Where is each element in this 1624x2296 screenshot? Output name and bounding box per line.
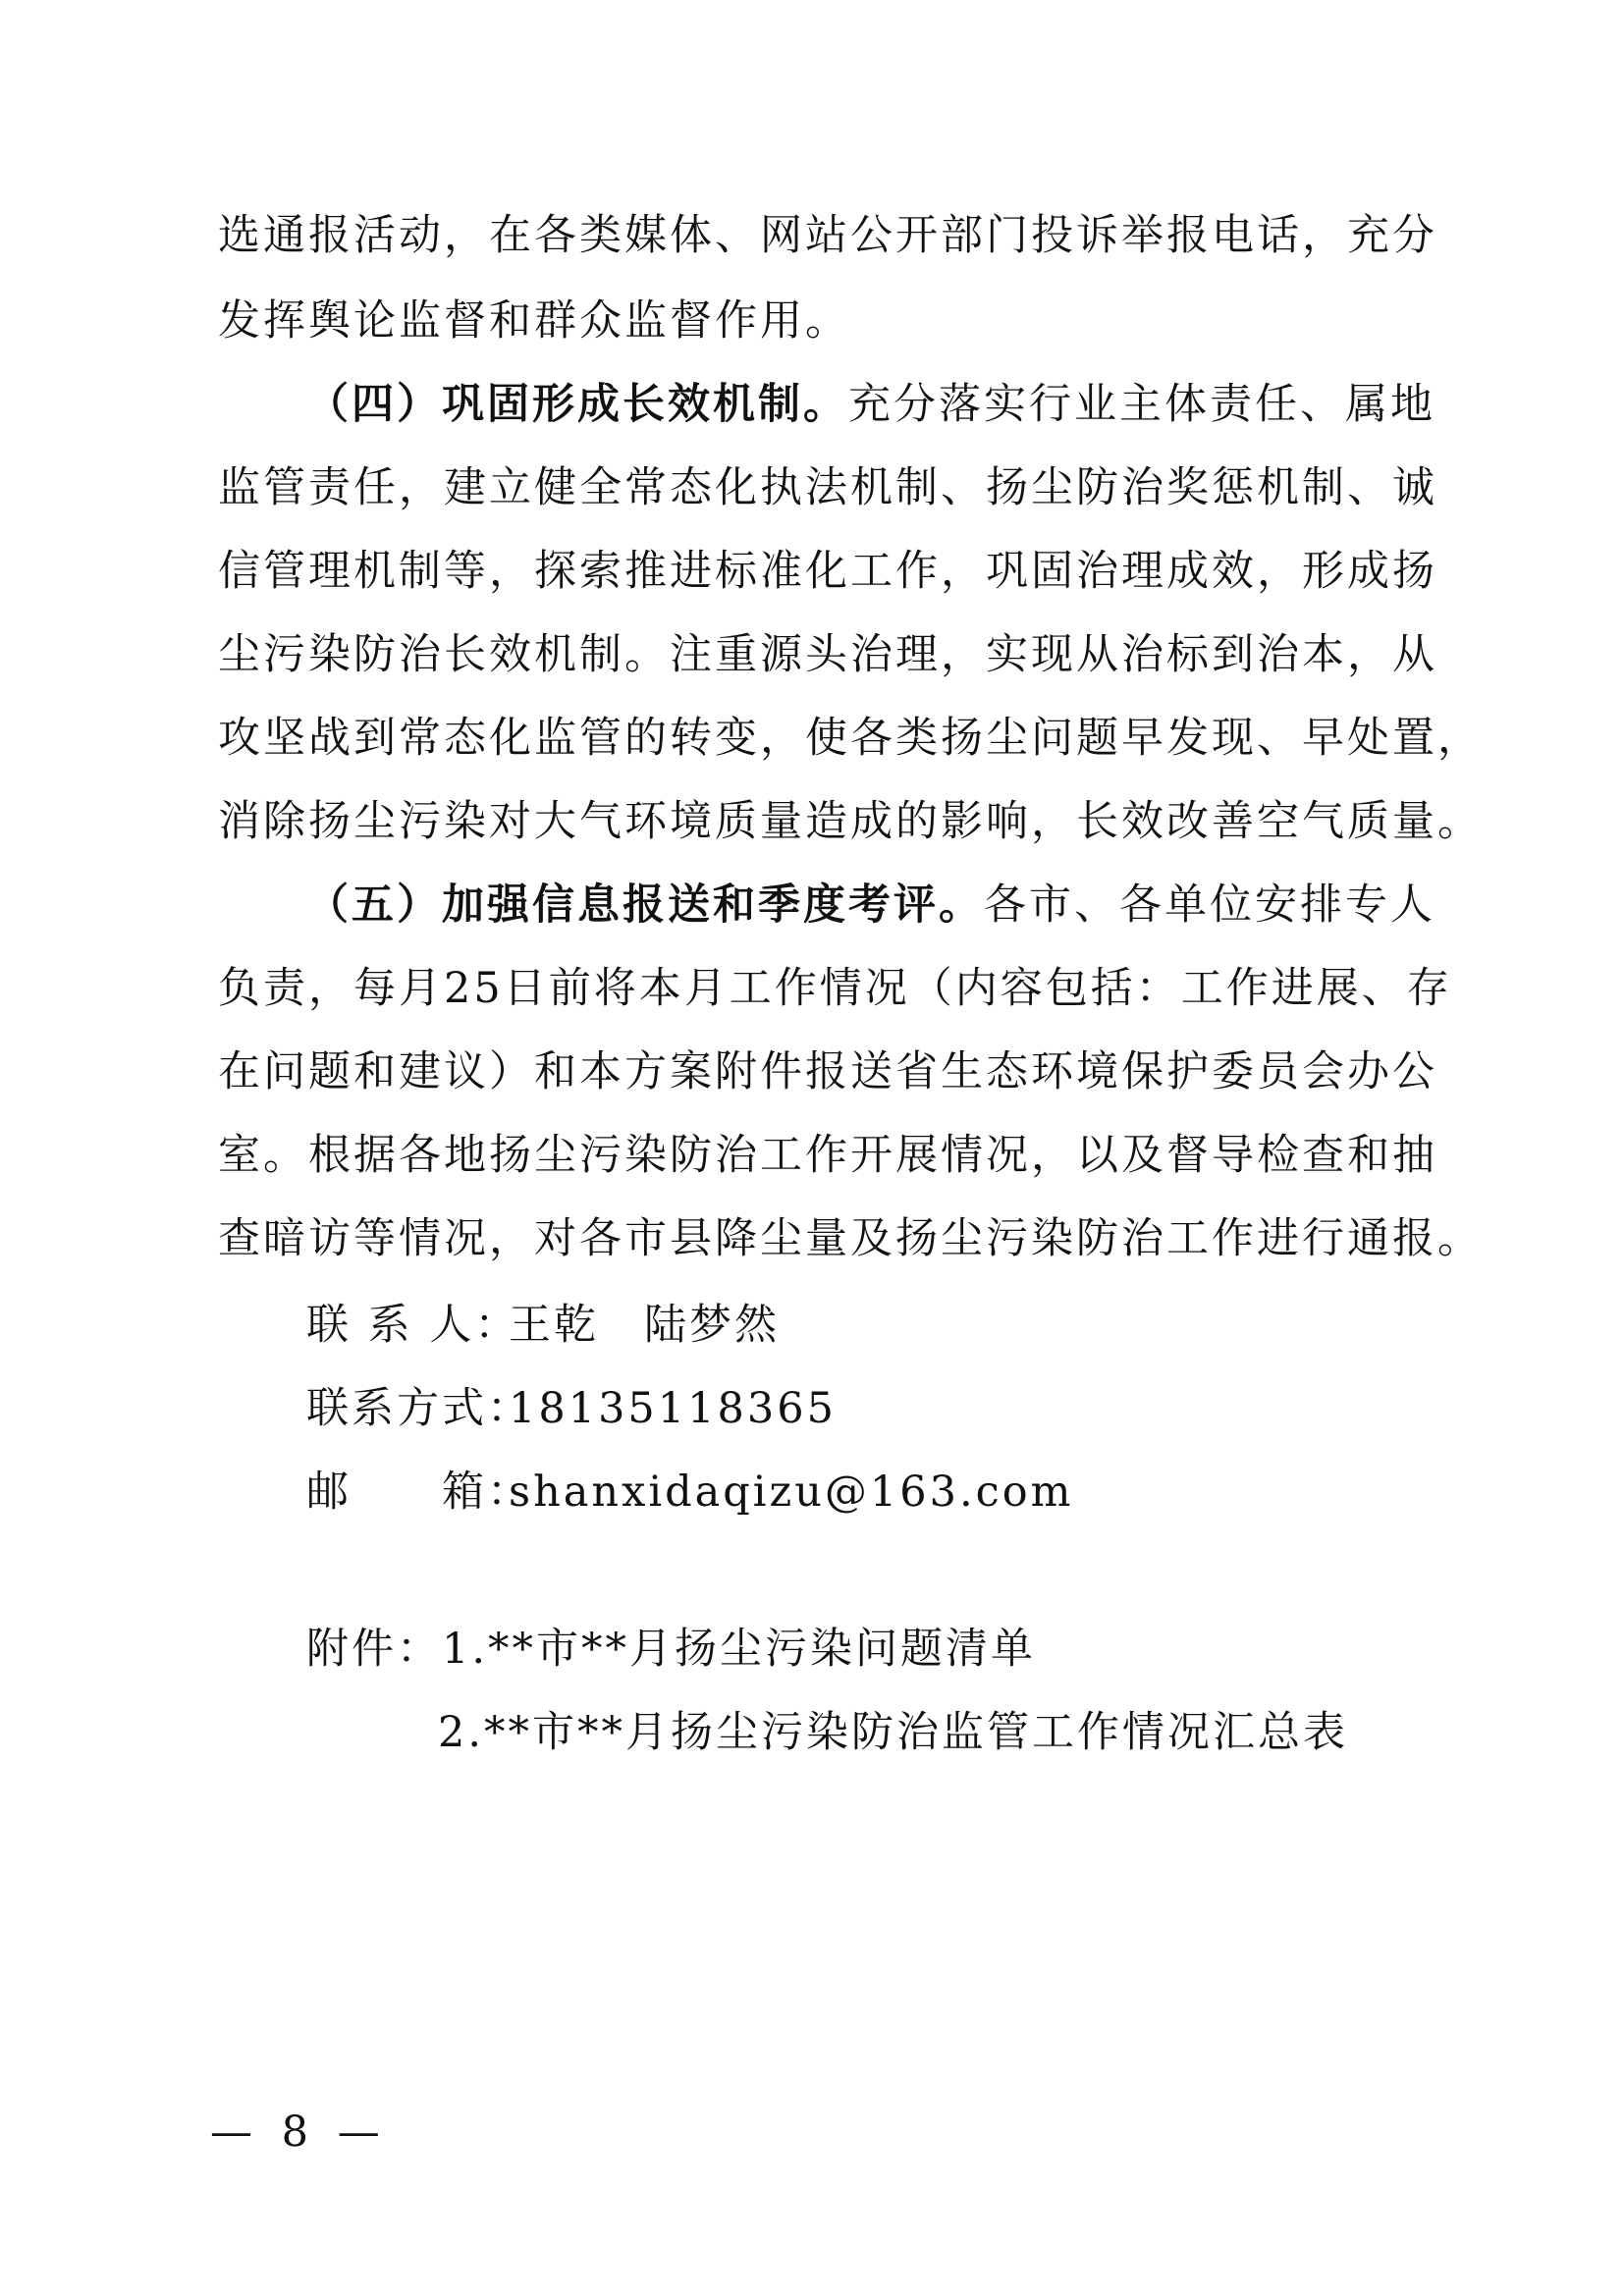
paragraph-text: 各市、各单位安排专人 — [984, 881, 1435, 930]
paragraph-line: 消除扬尘污染对大气环境质量造成的影响，长效改善空气质量。 — [218, 797, 1483, 846]
paragraph-first-line — [306, 876, 1435, 934]
paragraph-line: 在问题和建议）和本方案附件报送省生态环境保护委员会办公 — [218, 1047, 1437, 1096]
page-number: — 8 — — [210, 2108, 388, 2157]
contact-phone-row — [306, 1379, 837, 1438]
attachment-label: 附件： — [306, 1625, 442, 1674]
paragraph-line: 尘污染防治长效机制。注重源头治理，实现从治标到治本，从 — [218, 630, 1437, 679]
paragraph-line: 攻坚战到常态化监管的转变，使各类扬尘问题早发现、早处置， — [218, 714, 1483, 763]
contact-person-label: 联 系 人： — [306, 1301, 520, 1350]
section-heading: （五）加强信息报送和季度考评。 — [306, 881, 984, 930]
paragraph-line: 发挥舆论监督和群众监督作用。 — [218, 296, 850, 346]
contact-email-row — [306, 1463, 1073, 1522]
attachment-row — [438, 1703, 1348, 1762]
paragraph-line: 选通报活动，在各类媒体、网站公开部门投诉举报电话，充分 — [218, 211, 1437, 260]
paragraph-line: 信管理机制等，探索推进标准化工作，巩固治理成效，形成扬 — [218, 547, 1437, 596]
paragraph-line: 查暗访等情况，对各市县降尘量及扬尘污染防治工作进行通报。 — [218, 1214, 1483, 1263]
contact-email-value: shanxidaqizu@163.com — [509, 1468, 1074, 1517]
paragraph-line: 监管责任，建立健全常态化执法机制、扬尘防治奖惩机制、诚 — [218, 463, 1437, 512]
contact-email-label: 邮 箱： — [306, 1468, 532, 1517]
attachment-row — [306, 1620, 1036, 1679]
attachment-item: 2.**市**月扬尘污染防治监管工作情况汇总表 — [438, 1708, 1349, 1757]
paragraph-first-line — [306, 375, 1435, 434]
paragraph-text: 充分落实行业主体责任、属地 — [848, 380, 1435, 429]
section-heading: （四）巩固形成长效机制。 — [306, 380, 848, 429]
contact-person-value: 王乾 陆梦然 — [509, 1301, 780, 1350]
contact-phone-value: 18135118365 — [509, 1384, 837, 1433]
attachment-item: 1.**市**月扬尘污染问题清单 — [442, 1625, 1037, 1674]
contact-phone-label: 联系方式： — [306, 1384, 532, 1433]
contact-person-row — [306, 1296, 780, 1355]
paragraph-line: 负责，每月25日前将本月工作情况（内容包括：工作进展、存 — [218, 964, 1452, 1013]
paragraph-line: 室。根据各地扬尘污染防治工作开展情况，以及督导检查和抽 — [218, 1131, 1437, 1180]
